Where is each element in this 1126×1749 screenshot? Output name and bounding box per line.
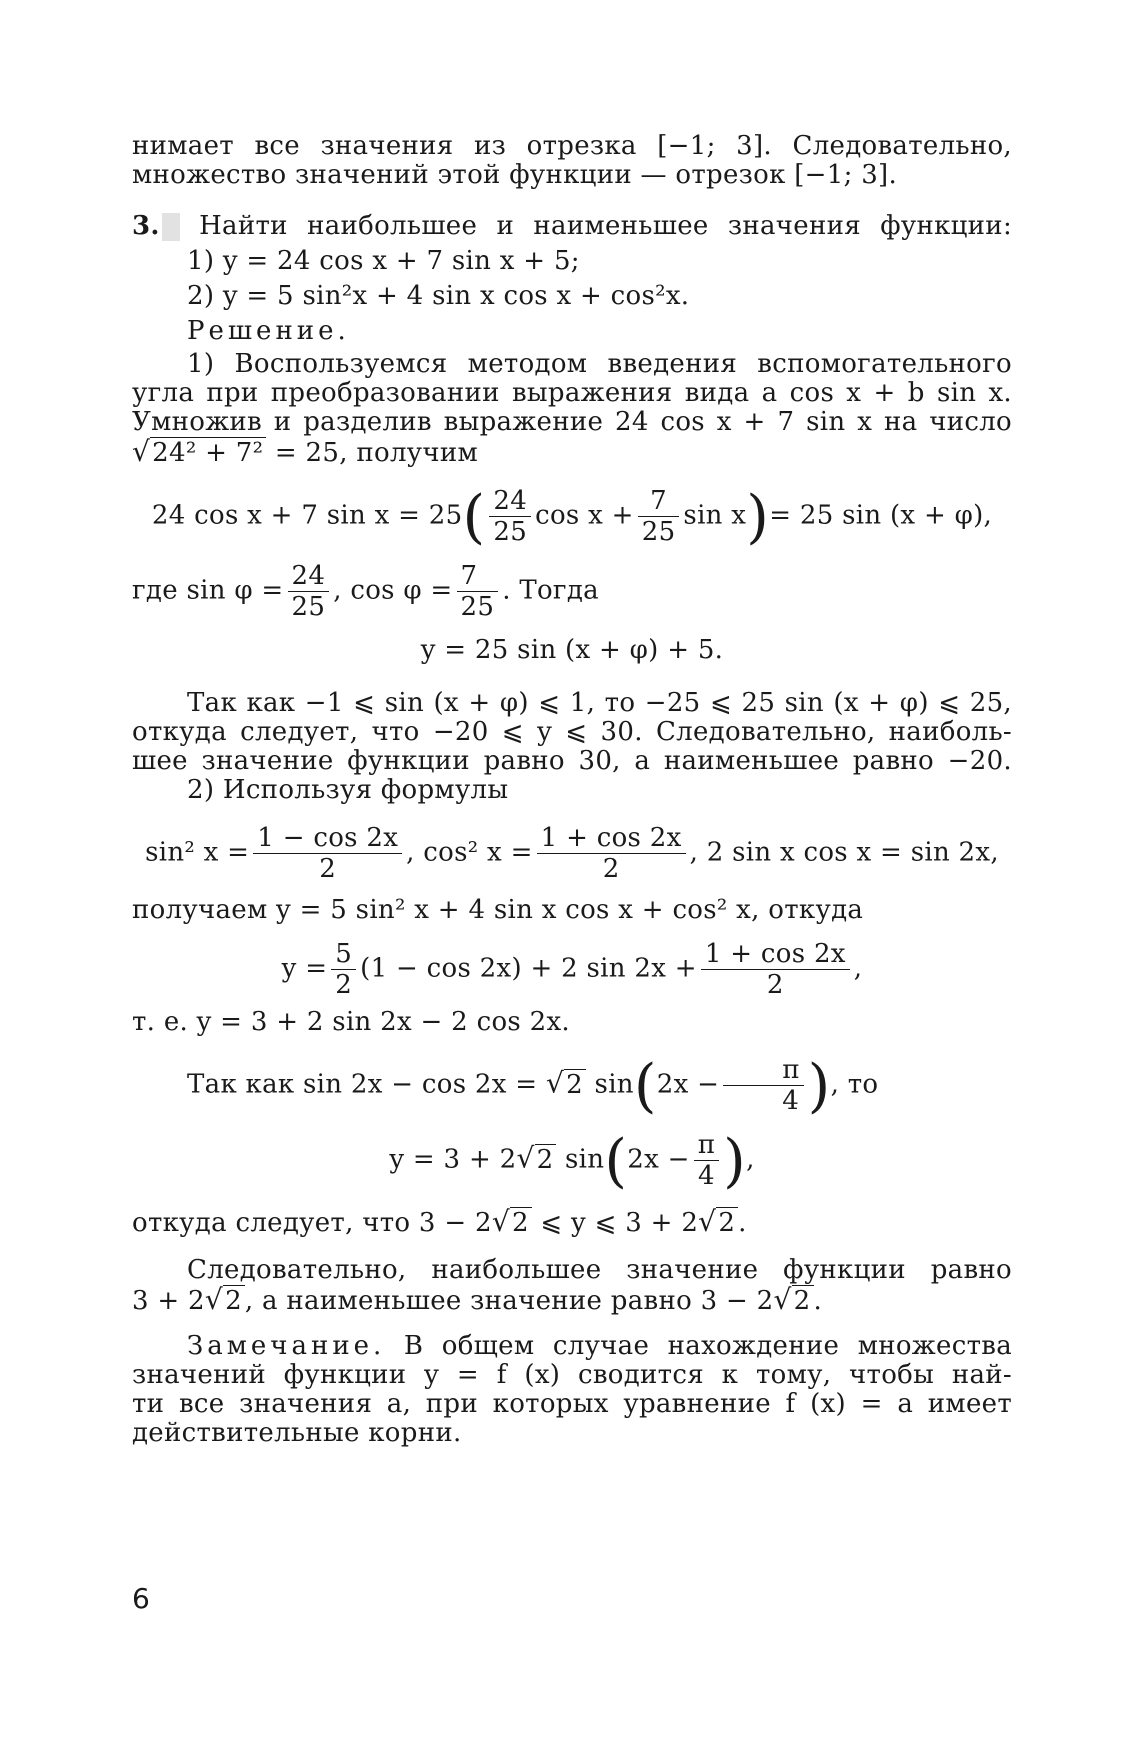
equation-2: y = 25 sin (x + φ) + 5. xyxy=(420,635,724,665)
problem-item-2: 2) y = 5 sin²x + 4 sin x cos x + cos²x. xyxy=(187,281,690,311)
solution-text: угла при преобразовании выражения вида a cos x + b sin x. xyxy=(132,378,1012,408)
remark-text: ти все значения a, при которых уравнение f (x) = a имеет xyxy=(132,1389,1012,1419)
conclusion-text: 3 + 2√2 , а наименьшее значение равно 3 − 2√2 . xyxy=(132,1283,823,1316)
textbook-page xyxy=(132,132,1012,1448)
problem-title: Найти наибольшее и наименьшее значения функции: xyxy=(199,211,1012,241)
solution-text: т. е. y = 3 + 2 sin 2x − 2 cos 2x. xyxy=(132,1007,570,1037)
where-line: где sin φ = $\frac{24}{25}$ , cos φ = $\frac{7}{25}$ . Тогда xyxy=(132,561,599,622)
solution-text: Умножив и разделив выражение 24 cos x + 7 sin x на число xyxy=(132,407,1012,437)
remark-text: значений функции y = f (x) сводится к тому, чтобы най- xyxy=(132,1360,1012,1390)
bounds-line: откуда следует, что 3 − 2√2 ⩽ y ⩽ 3 + 2√2 . xyxy=(132,1205,747,1238)
sin-identity-line: Так как sin 2x − cos 2x = √2 sin(2x − $\frac{\pi}{4}$ ), то xyxy=(187,1051,879,1120)
solution-text: Так как −1 ⩽ sin (x + φ) ⩽ 1, то −25 ⩽ 25 sin (x + φ) ⩽ 25, xyxy=(187,688,1012,718)
page-number: 6 xyxy=(132,1582,150,1615)
remark-label: Замечание. xyxy=(187,1331,386,1361)
equation-1: 24 cos x + 7 sin x = 25( $\frac{24}{25}$ cos x + $\frac{7}{25}$ sin x)= 25 sin (x + φ), xyxy=(151,482,993,551)
problem-heading xyxy=(132,212,1012,241)
solution-text: √24² + 7² = 25, получим xyxy=(132,435,479,468)
solution-text: 2) Используя формулы xyxy=(187,775,509,805)
problem-item-1: 1) y = 24 cos x + 7 sin x + 5; xyxy=(187,246,580,276)
equation-3: y = $\frac{5}{2}$ (1 − cos 2x) + 2 sin 2x + $\frac{1 + \cos 2x}{2}$ , xyxy=(281,939,863,1000)
conclusion-text: Следовательно, наибольшее значение функции равно xyxy=(187,1255,1012,1285)
solution-text: получаем y = 5 sin² x + 4 sin x cos x + cos² x, откуда xyxy=(132,895,864,925)
intro-line: нимает все значения из отрезка [−1; 3]. Следовательно, xyxy=(132,131,1012,161)
equation-4: y = 3 + 2√2 sin(2x − $\frac{\pi}{4}$ ), xyxy=(389,1126,755,1195)
solution-label: Решение. xyxy=(187,316,350,346)
solution-text: 1) Воспользуемся методом введения вспомогательного xyxy=(187,349,1012,379)
intro-line: множество значений этой функции — отрезок [−1; 3]. xyxy=(132,160,898,190)
remark-text: действительные корни. xyxy=(132,1418,462,1448)
remark-text: Замечание. В общем случае нахождение множества xyxy=(187,1331,1012,1361)
solution-text: шее значение функции равно 30, а наименьшее равно −20. xyxy=(132,746,1012,776)
formulas-line: sin² x = $\frac{1 - \cos 2x}{2}$ , cos² x = $\frac{1 + \cos 2x}{2}$ , 2 sin x cos x = sin 2x, xyxy=(145,823,999,884)
solution-text: откуда следует, что −20 ⩽ y ⩽ 30. Следовательно, наиболь- xyxy=(132,717,1012,747)
problem-number: 3. xyxy=(132,211,160,241)
problem-marker xyxy=(162,213,180,241)
sqrt-expression: 24² + 7² xyxy=(150,437,266,468)
